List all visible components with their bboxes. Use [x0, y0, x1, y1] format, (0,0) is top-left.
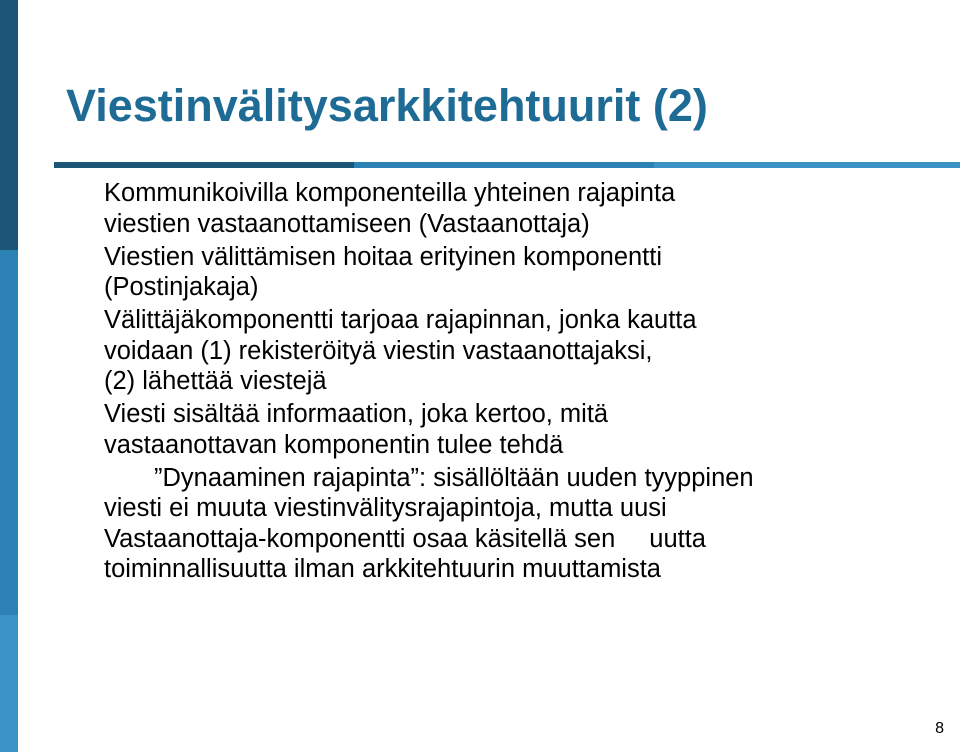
bullet-line-part: uutta: [649, 524, 706, 553]
underline-light-segment: [654, 162, 960, 168]
bullet-item: [104, 242, 944, 303]
bullet-item: [104, 305, 944, 397]
underline-mid-segment: [354, 162, 654, 168]
bullet-line: (Postinjakaja): [104, 273, 259, 301]
underline-dark-segment: [54, 162, 354, 168]
bullet-line: voidaan (1) rekisteröityä viestin vastaanottajaksi,: [104, 336, 653, 365]
bullet-item: [104, 178, 944, 239]
bullet-line: toiminnallisuutta ilman arkkitehtuurin muuttamista: [104, 555, 661, 583]
left-accent-bar: [0, 0, 18, 752]
bullet-item: [104, 463, 944, 585]
left-bar-mid-segment: [0, 250, 18, 615]
bullet-line: Viestien välittämisen hoitaa erityinen komponentti: [104, 242, 663, 271]
bullet-line: viestien vastaanottamiseen (Vastaanottaja): [104, 209, 590, 238]
bullet-line-part: Vastaanottaja-komponentti osaa käsitellä sen: [104, 524, 616, 553]
bullet-line: vastaanottavan komponentin tulee tehdä: [104, 430, 564, 459]
bullet-line: Viesti sisältää informaation, joka kertoo, mitä: [104, 400, 609, 428]
left-bar-light-segment: [0, 615, 18, 752]
bullet-line: ”Dynaaminen rajapinta”: sisällöltään uuden tyyppinen: [154, 463, 754, 492]
slide-title: Viestinvälitysarkkitehtuurit (2): [66, 80, 708, 131]
bullet-line: viesti ei muuta viestinvälitysrajapintoja, mutta uusi: [104, 494, 667, 522]
title-underline: [54, 162, 960, 168]
bullet-line: Välittäjäkomponentti tarjoaa rajapinnan, jonka kautta: [104, 306, 697, 334]
bullet-list: [104, 178, 944, 587]
page-number: 8: [935, 720, 944, 737]
left-bar-dark-segment: [0, 0, 18, 250]
bullet-line: Kommunikoivilla komponenteilla yhteinen rajapinta: [104, 179, 676, 207]
bullet-item: [104, 399, 944, 460]
bullet-line-split: [104, 524, 944, 555]
bullet-line: (2) lähettää viestejä: [104, 367, 327, 395]
